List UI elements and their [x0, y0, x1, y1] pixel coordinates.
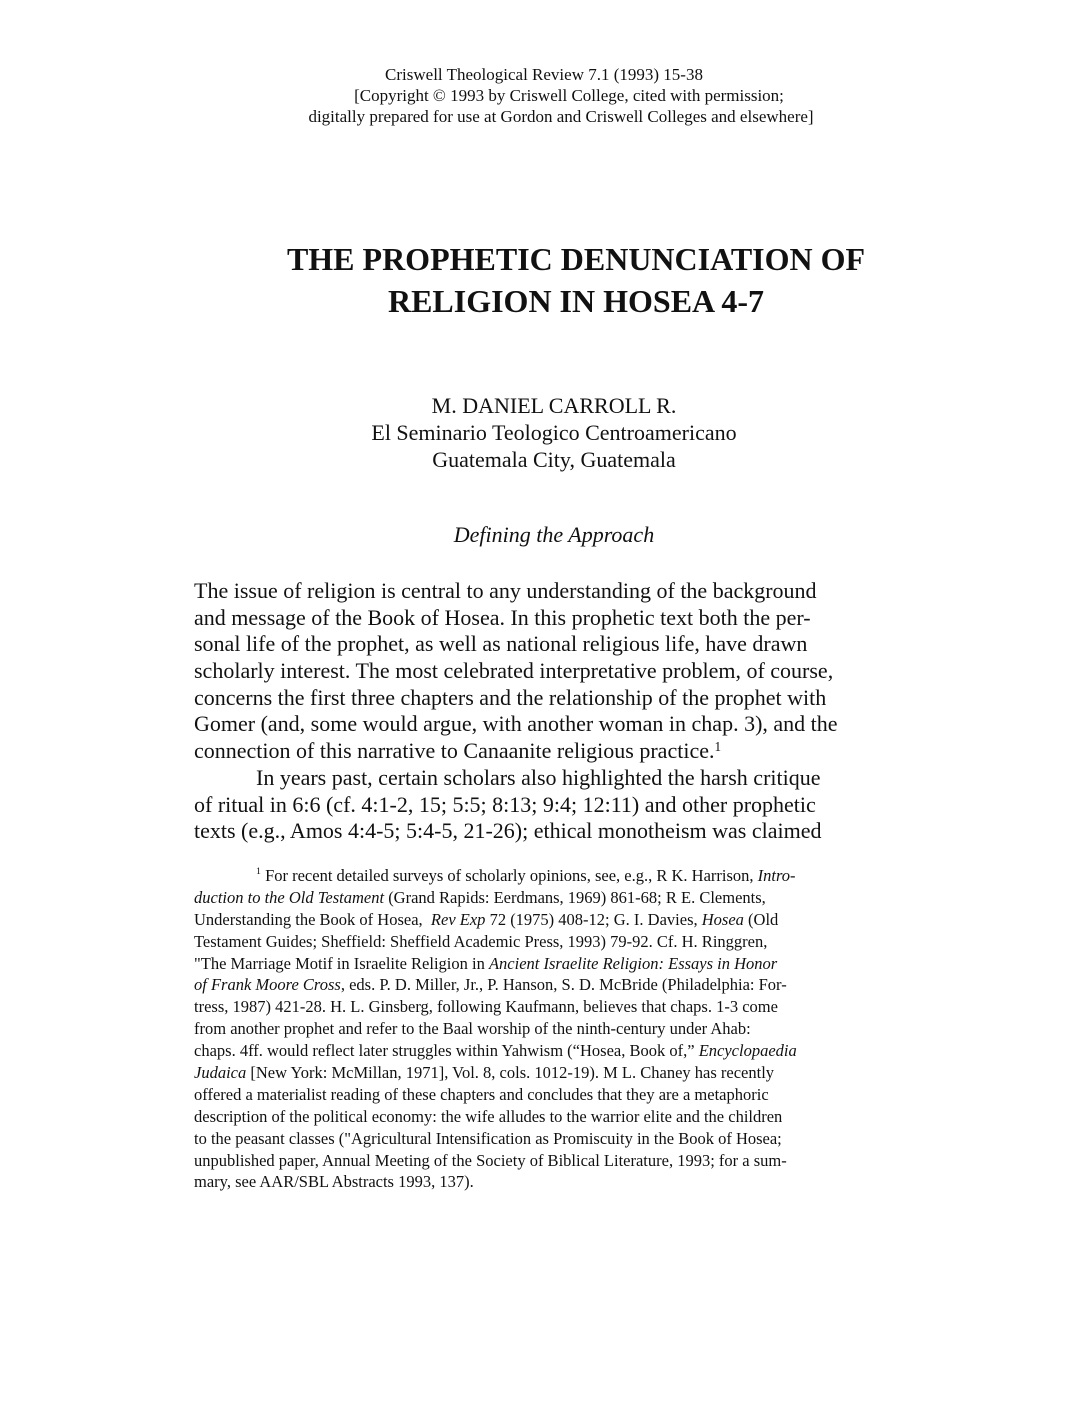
footnote-text: For recent detailed surveys of scholarly opinions, see, e.g., R K. Harrison,: [265, 866, 758, 885]
footnote-italic: duction to the Old Testament: [194, 887, 385, 907]
citation-line: Criswell Theological Review 7.1 (1993) 15-38: [385, 65, 703, 84]
body-line: In years past, certain scholars also highlighted the harsh critique: [256, 764, 821, 790]
footnote-line: [194, 887, 914, 909]
title-line: RELIGION IN HOSEA 4-7: [387, 283, 765, 319]
body-line: of ritual in 6:6 (cf. 4:1-2, 15; 5:5; 8:13; 9:4; 12:11) and other prophetic: [194, 791, 816, 817]
title-line: THE PROPHETIC DENUNCIATION OF: [286, 241, 866, 277]
footnote-line: tress, 1987) 421-28. H. L. Ginsberg, following Kaufmann, believes that chaps. 1-3 come: [194, 997, 778, 1017]
footnote-line: mary, see AAR/SBL Abstracts 1993, 137).: [194, 1172, 474, 1192]
footnote-italic: Ancient Israelite Religion: Essays in Honor: [488, 953, 778, 973]
body-line: concerns the first three chapters and the relationship of the prophet with: [194, 684, 827, 710]
body-text: [194, 578, 874, 845]
body-line: The issue of religion is central to any understanding of the background: [194, 578, 817, 603]
footnote-italic: Encyclopaedia: [698, 1041, 797, 1061]
footnote-line: to the peasant classes ("Agricultural Intensification as Promiscuity in the Book of Hosea;: [194, 1128, 782, 1148]
author-institution: El Seminario Teologico Centroamericano: [371, 420, 737, 445]
footnote-text: chaps. 4ff. would reflect later struggles within Yahwism (“Hosea, Book of,”: [194, 1041, 699, 1061]
body-line: scholarly interest. The most celebrated interpretative problem, of course,: [194, 658, 834, 684]
footnote-number: 1: [256, 866, 261, 877]
author-location: Guatemala City, Guatemala: [432, 447, 676, 472]
footnote-reference[interactable]: 1: [714, 739, 722, 755]
copyright-line: [Copyright © 1993 by Criswell College, cited with permission;: [354, 86, 784, 105]
footnote: [194, 865, 914, 1193]
section-heading: Defining the Approach: [453, 522, 655, 547]
footnote-italic: Intro-: [757, 866, 796, 885]
footnote-line: offered a materialist reading of these chapters and concludes that they are a metaphoric: [194, 1084, 769, 1104]
footnote-text: (Grand Rapids: Eerdmans, 1969) 861-68; R E. Clements,: [384, 887, 766, 907]
footnote-text: [New York: McMillan, 1971], Vol. 8, cols. 1012-19). M L. Chaney has recently: [246, 1063, 775, 1083]
footnote-text: Understanding the Book of Hosea,: [194, 909, 431, 929]
footnote-line: [194, 953, 914, 975]
body-line: sonal life of the prophet, as well as national religious life, have drawn: [194, 631, 808, 657]
footnote-italic: Judaica: [194, 1063, 247, 1083]
footnote-italic: Hosea: [701, 909, 744, 929]
body-line: and message of the Book of Hosea. In this prophetic text both the per-: [194, 604, 811, 630]
footnote-line: [194, 1062, 914, 1084]
footnote-line: [194, 865, 914, 887]
footnote-line: [194, 974, 914, 996]
article-title: [0, 238, 1088, 322]
citation-header: [0, 64, 1088, 127]
footnote-line: Testament Guides; Sheffield: Sheffield Academic Press, 1993) 79-92. Cf. H. Ringgren,: [194, 931, 768, 951]
author-block: [0, 392, 1088, 473]
footnote-line: unpublished paper, Annual Meeting of the Society of Biblical Literature, 1993; for a sum-: [194, 1150, 787, 1170]
body-line: Gomer (and, some would argue, with another woman in chap. 3), and the: [194, 711, 838, 737]
digitization-line: digitally prepared for use at Gordon and Criswell Colleges and elsewhere]: [308, 107, 814, 126]
body-line: [194, 738, 874, 765]
footnote-line: from another prophet and refer to the Baal worship of the ninth-century under Ahab:: [194, 1019, 751, 1039]
footnote-italic: of Frank Moore Cross: [194, 975, 341, 995]
body-line: texts (e.g., Amos 4:4-5; 5:4-5, 21-26); ethical monotheism was claimed: [194, 818, 822, 844]
author-name: M. DANIEL CARROLL R.: [431, 393, 677, 418]
footnote-text: (Old: [743, 909, 779, 929]
footnote-line: description of the political economy: the wife alludes to the warrior elite and the children: [194, 1106, 783, 1126]
body-line-text: connection of this narrative to Canaanite religious practice.: [194, 738, 715, 764]
footnote-line: [194, 909, 914, 931]
footnote-text: , eds. P. D. Miller, Jr., P. Hanson, S. D. McBride (Philadelphia: For-: [340, 975, 787, 995]
footnote-italic: Rev Exp: [430, 909, 486, 929]
footnote-text: 72 (1975) 408-12; G. I. Davies,: [485, 909, 702, 929]
footnote-line: [194, 1040, 914, 1062]
footnote-text: "The Marriage Motif in Israelite Religion in: [194, 953, 489, 973]
